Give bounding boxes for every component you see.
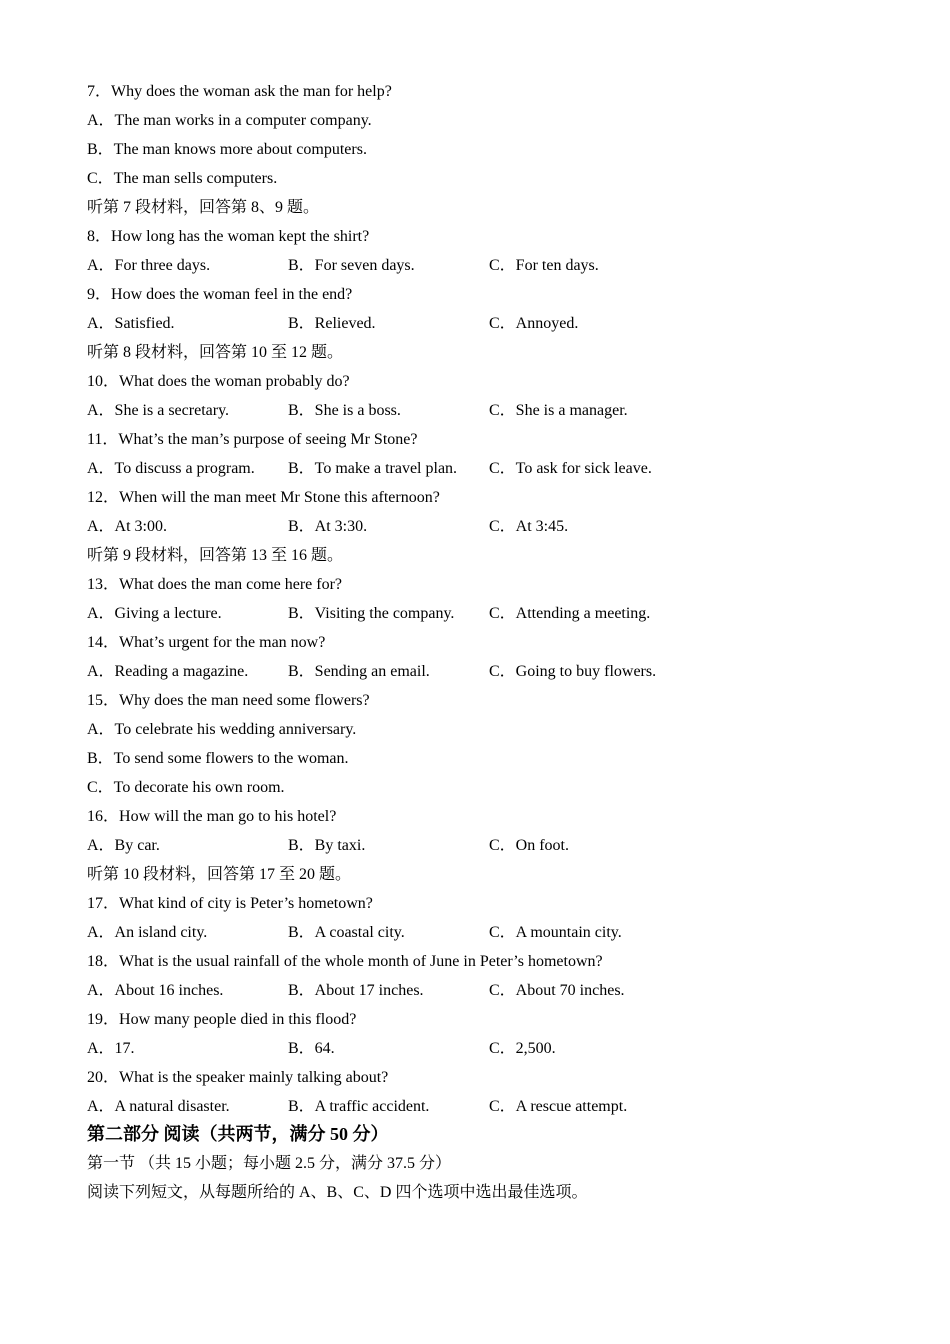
option-11b: B．To make a travel plan.: [288, 460, 458, 477]
question-10: 10．What does the woman probably do?: [87, 373, 350, 390]
option-9a: A．Satisfied.: [87, 315, 175, 332]
option-15a: A．To celebrate his wedding anniversary.: [87, 721, 357, 738]
option-9c: C．Annoyed.: [489, 315, 579, 332]
option-17a: A．An island city.: [87, 924, 208, 941]
option-10b: B．She is a boss.: [288, 402, 401, 419]
option-15b: B．To send some flowers to the woman.: [87, 750, 349, 767]
option-13a: A．Giving a lecture.: [87, 605, 222, 622]
section1-heading: 第一节 （共 15 小题；每小题 2.5 分，满分 37.5 分）: [87, 1155, 452, 1172]
option-7c: C．The man sells computers.: [87, 170, 278, 187]
question-14: 14．What’s urgent for the man now?: [87, 634, 326, 651]
question-16: 16．How will the man go to his hotel?: [87, 808, 337, 825]
question-19: 19．How many people died in this flood?: [87, 1011, 357, 1028]
option-17c: C．A mountain city.: [489, 924, 622, 941]
option-8c: C．For ten days.: [489, 257, 599, 274]
option-18b: B．About 17 inches.: [288, 982, 424, 999]
option-9b: B．Relieved.: [288, 315, 376, 332]
option-19a: A．17.: [87, 1040, 135, 1057]
option-19b: B．64.: [288, 1040, 335, 1057]
option-18c: C．About 70 inches.: [489, 982, 625, 999]
reading-directions: 阅读下列短文，从每题所给的 A、B、C、D 四个选项中选出最佳选项。: [87, 1184, 588, 1201]
option-17b: B．A coastal city.: [288, 924, 405, 941]
option-20c: C．A rescue attempt.: [489, 1098, 628, 1115]
instruction-passage-9: 听第 9 段材料，回答第 13 至 16 题。: [87, 547, 344, 564]
option-16a: A．By car.: [87, 837, 160, 854]
option-12a: A．At 3:00.: [87, 518, 168, 535]
option-16b: B．By taxi.: [288, 837, 366, 854]
option-11a: A．To discuss a program.: [87, 460, 255, 477]
question-12: 12．When will the man meet Mr Stone this afternoon?: [87, 489, 440, 506]
question-11: 11．What’s the man’s purpose of seeing Mr Stone?: [87, 431, 418, 448]
option-7a: A．The man works in a computer company.: [87, 112, 372, 129]
option-13c: C．Attending a meeting.: [489, 605, 651, 622]
question-18: 18．What is the usual rainfall of the whole month of June in Peter’s hometown?: [87, 953, 603, 970]
question-15: 15．Why does the man need some flowers?: [87, 692, 370, 709]
option-16c: C．On foot.: [489, 837, 570, 854]
option-20b: B．A traffic accident.: [288, 1098, 430, 1115]
option-18a: A．About 16 inches.: [87, 982, 224, 999]
option-14b: B．Sending an email.: [288, 663, 430, 680]
question-7: 7．Why does the woman ask the man for help?: [87, 83, 392, 100]
option-7b: B．The man knows more about computers.: [87, 141, 367, 158]
option-20a: A．A natural disaster.: [87, 1098, 230, 1115]
question-17: 17．What kind of city is Peter’s hometown?: [87, 895, 373, 912]
option-19c: C．2,500.: [489, 1040, 556, 1057]
option-13b: B．Visiting the company.: [288, 605, 455, 622]
question-9: 9．How does the woman feel in the end?: [87, 286, 353, 303]
option-14c: C．Going to buy flowers.: [489, 663, 657, 680]
option-10a: A．She is a secretary.: [87, 402, 230, 419]
option-10c: C．She is a manager.: [489, 402, 628, 419]
part2-heading: 第二部分 阅读（共两节，满分 50 分）: [87, 1124, 389, 1144]
question-13: 13．What does the man come here for?: [87, 576, 343, 593]
option-8b: B．For seven days.: [288, 257, 415, 274]
question-8: 8．How long has the woman kept the shirt?: [87, 228, 370, 245]
question-20: 20．What is the speaker mainly talking about?: [87, 1069, 389, 1086]
option-15c: C．To decorate his own room.: [87, 779, 285, 796]
option-14a: A．Reading a magazine.: [87, 663, 249, 680]
option-11c: C．To ask for sick leave.: [489, 460, 652, 477]
instruction-passage-7: 听第 7 段材料，回答第 8、9 题。: [87, 199, 320, 216]
instruction-passage-8: 听第 8 段材料，回答第 10 至 12 题。: [87, 344, 344, 361]
option-12c: C．At 3:45.: [489, 518, 569, 535]
option-8a: A．For three days.: [87, 257, 211, 274]
option-12b: B．At 3:30.: [288, 518, 368, 535]
instruction-passage-10: 听第 10 段材料，回答第 17 至 20 题。: [87, 866, 352, 883]
